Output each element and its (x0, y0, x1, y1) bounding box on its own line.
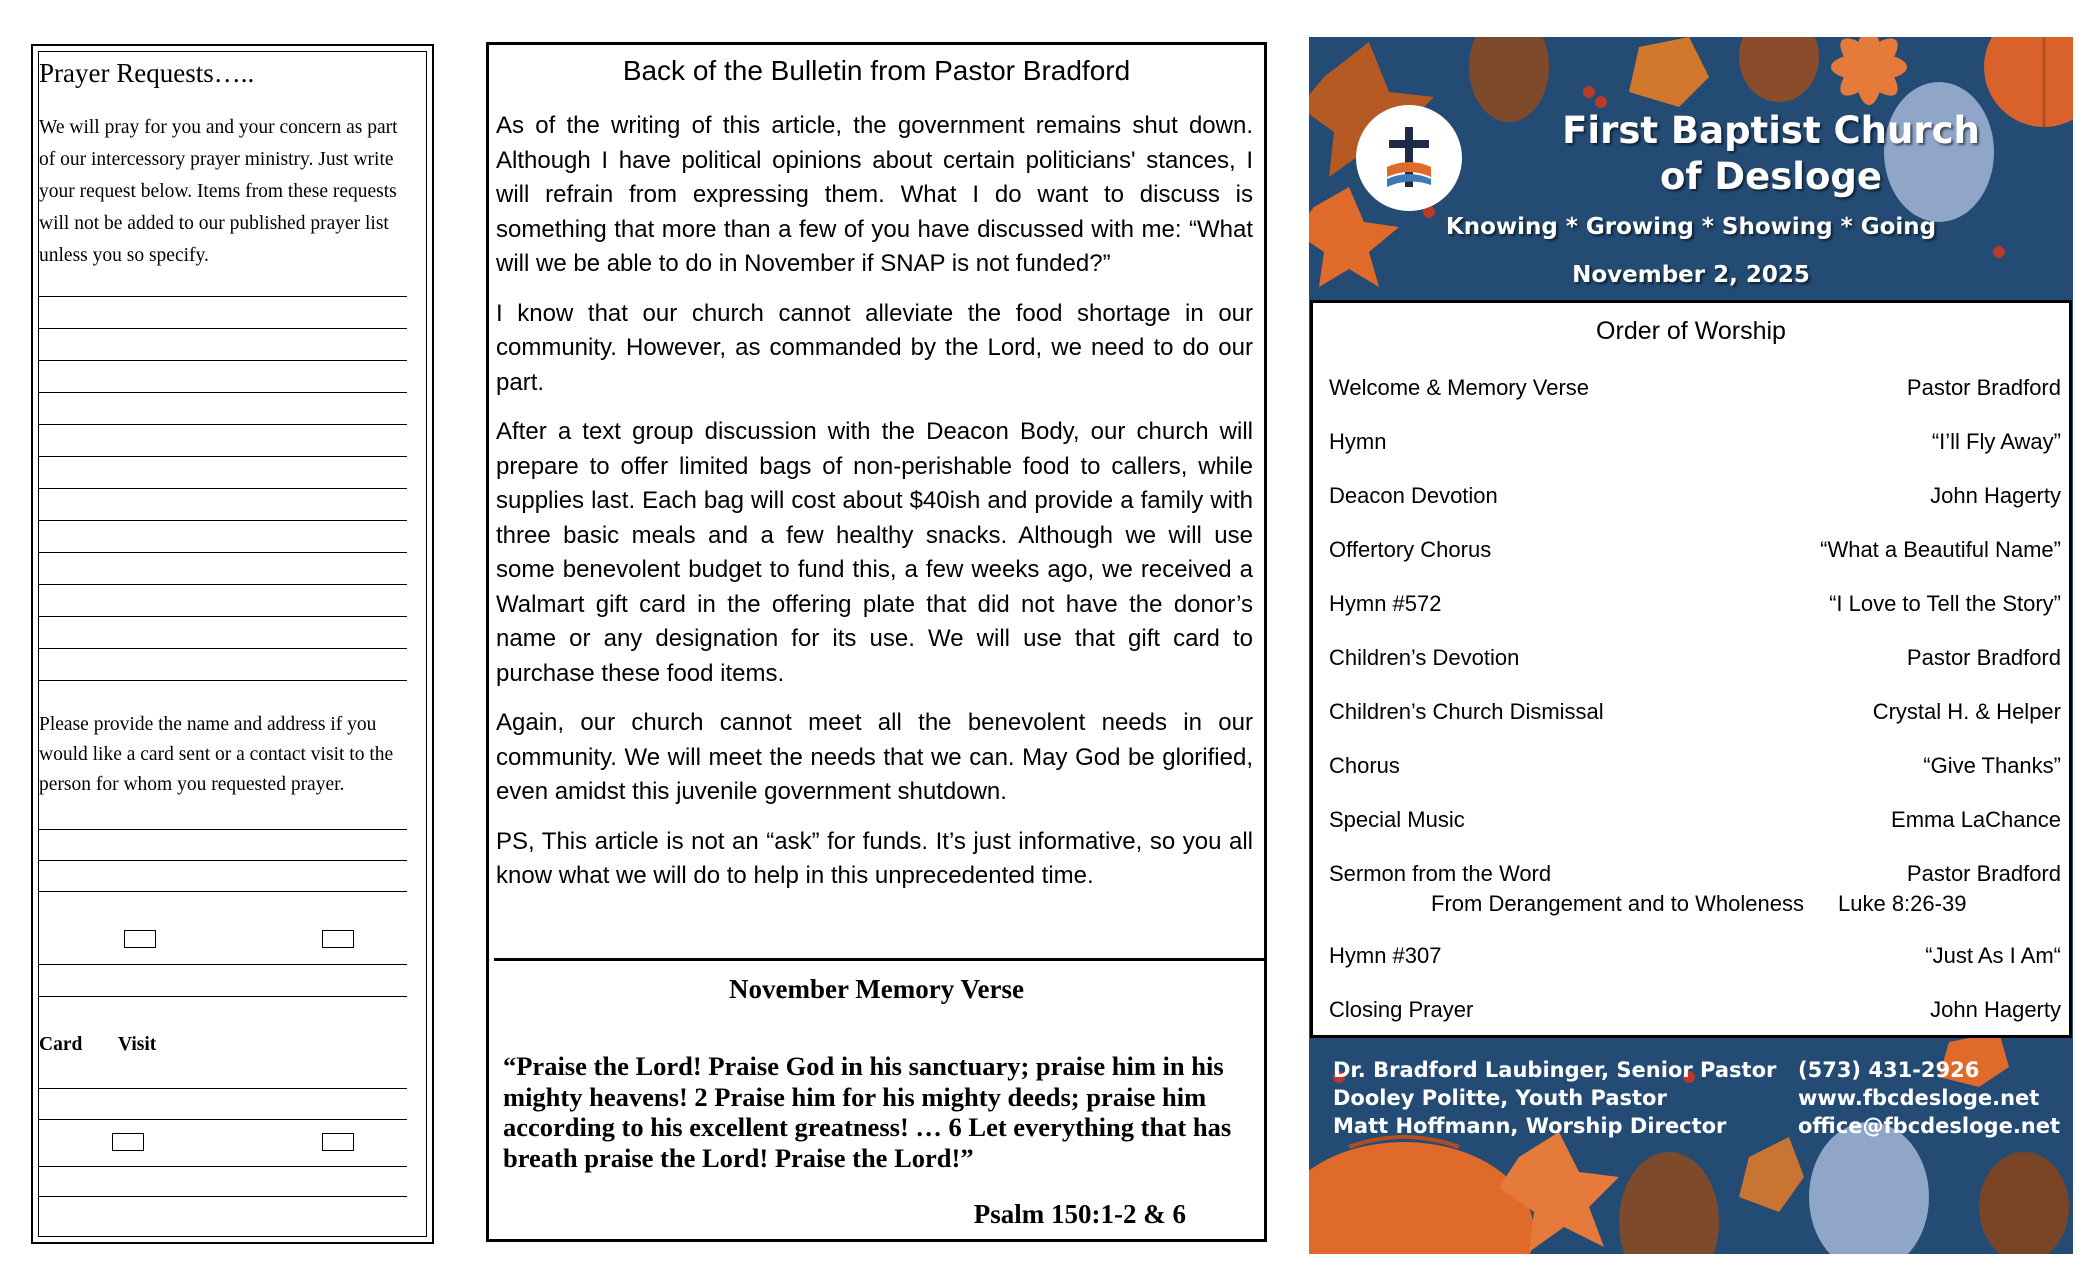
card-label: Card (39, 1034, 83, 1055)
sermon-scripture: Luke 8:26-39 (1838, 891, 1967, 916)
contact-line[interactable] (39, 891, 407, 892)
memory-verse-text: “Praise the Lord! Praise God in his sanctuary; praise him in his mighty heavens! 2 Praise him for his mighty deeds; praise him according to his excellent greatness! … 6 Let everything that has breath praise the Lord! Praise the Lord!” (503, 1051, 1232, 1173)
article-title: Back of the Bulletin from Pastor Bradford (622, 55, 1131, 86)
church-website: www.fbcdesloge.net (1798, 1086, 2040, 1110)
worship-part: Deacon Devotion (1329, 483, 1498, 508)
contact-line[interactable] (39, 1196, 407, 1197)
request-line[interactable] (39, 680, 407, 681)
oak-leaf-icon (1739, 1137, 1804, 1212)
memory-verse-title: November Memory Verse (729, 974, 1024, 1004)
request-line[interactable] (39, 328, 407, 329)
worship-detail: “Give Thanks” (1923, 753, 2061, 778)
request-line[interactable] (39, 392, 407, 393)
request-line[interactable] (39, 296, 407, 297)
church-contact (1798, 1056, 2060, 1140)
worship-detail: Pastor Bradford (1906, 861, 2061, 886)
pinecone-icon (1884, 82, 1994, 222)
staff-list (1333, 1056, 1776, 1140)
article-paragraph: Again, our church cannot meet all the benevolent needs in our community. We will meet the needs that we can. May God be glorified, even amidst this juvenile government shutdown. (496, 709, 1253, 805)
article-paragraph: As of the writing of this article, the government remains shut down. Although I have political opinions about certain politicians' stances, I will refrain from expressing them. What I do want to discuss is something that more than a few of you have discussed with me: “What will we be able to do in November if SNAP is not funded?” (496, 112, 1253, 277)
church-phone: (573) 431-2926 (1798, 1058, 1980, 1082)
contact-line[interactable] (39, 964, 407, 965)
prayer-requests-title: Prayer Requests….. (39, 58, 255, 88)
memory-verse-reference: Psalm 150:1-2 & 6 (973, 1199, 1186, 1229)
worship-detail: Crystal H. & Helper (1872, 699, 2061, 724)
church-motto: Knowing * Growing * Showing * Going (1445, 214, 1937, 240)
staff-senior-pastor: Dr. Bradford Laubinger, Senior Pastor (1333, 1058, 1777, 1082)
request-line[interactable] (39, 456, 407, 457)
worship-part: Children’s Church Dismissal (1329, 699, 1604, 724)
request-line[interactable] (39, 552, 407, 553)
request-line[interactable] (39, 424, 407, 425)
worship-detail: John Hagerty (1930, 997, 2061, 1022)
worship-detail: “What a Beautiful Name” (1820, 537, 2061, 562)
worship-detail: Pastor Bradford (1906, 375, 2061, 400)
worship-part: Offertory Chorus (1329, 537, 1492, 562)
request-line[interactable] (39, 360, 407, 361)
worship-detail: “I’ll Fly Away” (1931, 429, 2061, 454)
staff-worship-director: Matt Hoffmann, Worship Director (1333, 1114, 1727, 1138)
worship-part: Sermon from the Word (1329, 861, 1552, 886)
prayer-contact-info-text: Please provide the name and address if you would like a card sent or a contact visit to the person for whom you requested prayer. (39, 714, 394, 795)
order-of-worship-box (1310, 300, 2072, 1038)
card-checkbox[interactable] (124, 930, 156, 948)
worship-detail: Pastor Bradford (1906, 645, 2061, 670)
contact-line[interactable] (39, 1119, 407, 1120)
contact-line[interactable] (39, 1166, 407, 1167)
church-name-line1: First Baptist Church (1562, 109, 1980, 152)
request-line[interactable] (39, 648, 407, 649)
request-line[interactable] (39, 584, 407, 585)
pinecone-icon (1809, 1122, 1929, 1254)
bulletin-date: November 2, 2025 (1572, 262, 1810, 288)
visit-checkbox[interactable] (322, 1133, 354, 1151)
oak-leaf-icon (1629, 37, 1709, 107)
order-of-worship-title: Order of Worship (1596, 317, 1786, 345)
church-name-line2: of Desloge (1660, 155, 1882, 198)
prayer-intro-text: We will pray for you and your concern as part of our intercessory prayer ministry. Just write your request below. Items from these requests will not be added to our published prayer list unless you so specify. (39, 117, 398, 266)
pinecone-icon (1979, 1152, 2069, 1254)
worship-part: Welcome & Memory Verse (1329, 375, 1590, 400)
request-line[interactable] (39, 520, 407, 521)
contact-line[interactable] (39, 1088, 407, 1089)
article-paragraph: PS, This article is not an “ask” for funds. It’s just informative, so you all know what we will do to help in this unprecedented time. (496, 827, 1253, 889)
card-checkbox[interactable] (112, 1133, 144, 1151)
article-paragraph: I know that our church cannot alleviate the food shortage in our community. However, as commanded by the Lord, we need to do our part. (496, 299, 1253, 396)
request-line[interactable] (39, 616, 407, 617)
prayer-request-panel (31, 44, 434, 1244)
pinecone-icon (1739, 37, 1819, 102)
request-line[interactable] (39, 488, 407, 489)
visit-label: Visit (118, 1034, 157, 1055)
worship-part: Special Music (1329, 807, 1465, 832)
worship-part: Hymn #307 (1329, 943, 1442, 968)
worship-part: Hymn #572 (1329, 591, 1442, 616)
church-email: office@fbcdesloge.net (1798, 1114, 2061, 1138)
sermon-title: From Derangement and to Wholeness (1431, 891, 1804, 916)
worship-part: Chorus (1329, 753, 1400, 778)
worship-detail: “I Love to Tell the Story” (1829, 591, 2061, 616)
article-paragraph: After a text group discussion with the Deacon Body, our church will prepare to offer limited bags of non-perishable food to callers, while supplies last. Each bag will cost about $40ish and provide a family with three basic meals and a few healthy snacks. Although we will use some benevolent budget to fund this, a few weeks ago, we received a Walmart gift card in the offering plate that did not have the donor’s name or any designation for its use. We will use that gift card to purchase these food items. (496, 418, 1253, 687)
pastor-article-panel (486, 42, 1267, 1242)
worship-part: Closing Prayer (1329, 997, 1474, 1022)
staff-youth-pastor: Dooley Politte, Youth Pastor (1333, 1086, 1667, 1110)
contact-line[interactable] (39, 996, 407, 997)
visit-checkbox[interactable] (322, 930, 354, 948)
worship-part: Children’s Devotion (1329, 645, 1520, 670)
worship-part: Hymn (1329, 429, 1387, 454)
section-divider (494, 958, 1264, 961)
pumpkin-icon (1309, 1142, 1534, 1254)
contact-line[interactable] (39, 829, 407, 830)
article-body (496, 109, 1253, 909)
pinecone-icon (1619, 1152, 1719, 1254)
worship-detail: John Hagerty (1930, 483, 2061, 508)
worship-detail: Emma LaChance (1891, 807, 2061, 832)
worship-detail: “Just As I Am“ (1925, 943, 2061, 968)
flower-icon (1831, 37, 1907, 105)
contact-line[interactable] (39, 860, 407, 861)
